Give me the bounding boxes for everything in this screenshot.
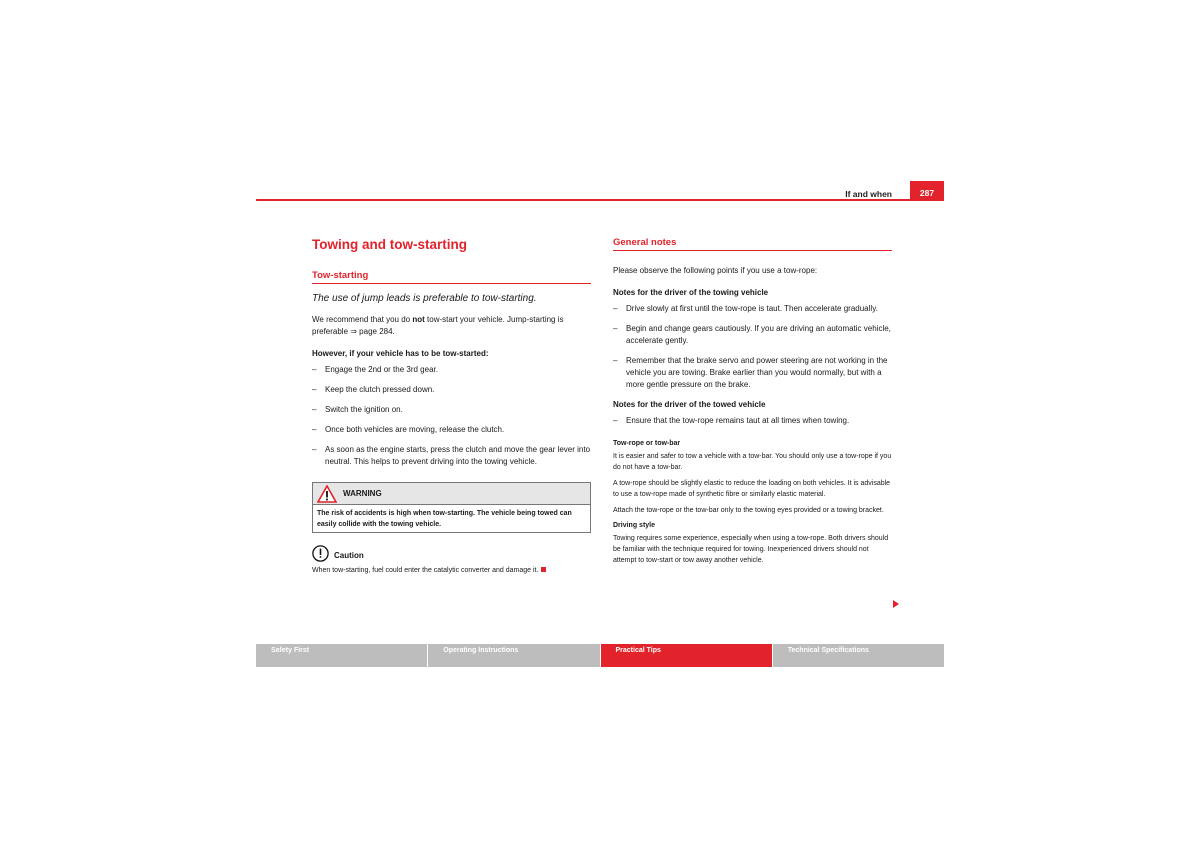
tab-practical-tips[interactable]: Practical Tips <box>601 644 773 667</box>
tow-starting-heading: Tow-starting <box>312 269 591 284</box>
general-notes-intro: Please observe the following points if you use a tow-rope: <box>613 266 818 275</box>
caution-exclamation-icon <box>312 545 329 562</box>
list-item: – Once both vehicles are moving, release the clutch. <box>312 424 591 436</box>
towing-driver-list <box>613 303 892 391</box>
end-of-section-icon <box>541 567 546 572</box>
next-page-arrow-icon <box>893 600 899 608</box>
driving-style-heading: Driving style <box>613 522 656 529</box>
list-item: – Remember that the brake servo and power steering are not working in the vehicle you are towing. Brake earlier than you would normally, but with a more gentle pressure on the brake. <box>613 355 892 391</box>
footer-tabs <box>256 644 944 667</box>
tow-starting-intro: The use of jump leads is preferable to tow-starting. <box>312 293 537 304</box>
section-title: If and when <box>845 189 892 199</box>
recommend-paragraph: We recommend that you do not tow-start your vehicle. Jump-starting is preferable ⇒ page 284. <box>312 315 564 336</box>
warning-header <box>313 483 590 505</box>
warning-text: The risk of accidents is high when tow-starting. The vehicle being towed can easily collide with the towing vehicle. <box>317 510 572 528</box>
chapter-title: Towing and tow-starting <box>312 237 467 252</box>
tab-operating-instructions[interactable]: Operating Instructions <box>428 644 600 667</box>
list-item: – Drive slowly at first until the tow-rope is taut. Then accelerate gradually. <box>613 303 892 315</box>
right-column <box>613 236 892 571</box>
list-item: – Keep the clutch pressed down. <box>312 384 591 396</box>
left-column <box>312 236 591 576</box>
tow-rope-paragraph: Attach the tow-rope or the tow-bar only to the towing eyes provided or a towing bracket. <box>613 507 884 514</box>
caution-text: When tow-starting, fuel could enter the catalytic converter and damage it. <box>312 567 539 574</box>
list-item: – Ensure that the tow-rope remains taut at all times when towing. <box>613 415 892 427</box>
page-number: 287 <box>910 181 944 201</box>
warning-title: WARNING <box>343 488 382 498</box>
towed-driver-heading: Notes for the driver of the towed vehicle <box>613 400 766 409</box>
steps-heading: However, if your vehicle has to be tow-started: <box>312 349 489 358</box>
warning-box <box>312 482 591 533</box>
list-item: – Begin and change gears cautiously. If you are driving an automatic vehicle, accelerate gently. <box>613 323 892 347</box>
driving-style-paragraph: Towing requires some experience, especially when using a tow-rope. Both drivers should be familiar with the technique required for towing. Inexperienced drivers should not attempt to tow-start or tow away another vehicle. <box>613 535 889 564</box>
caution-note <box>312 543 591 576</box>
tow-rope-paragraph: It is easier and safer to tow a vehicle with a tow-bar. You should only use a tow-rope if you do not have a tow-bar. <box>613 453 892 471</box>
list-item: – Switch the ignition on. <box>312 404 591 416</box>
header-rule <box>256 199 944 201</box>
tow-start-steps <box>312 364 591 468</box>
towed-driver-list <box>613 415 892 427</box>
list-item: – As soon as the engine starts, press the clutch and move the gear lever into neutral. This helps to prevent driving into the towing vehicle. <box>312 444 591 468</box>
list-item: – Engage the 2nd or the 3rd gear. <box>312 364 591 376</box>
caution-title: Caution <box>334 551 364 560</box>
towing-driver-heading: Notes for the driver of the towing vehicle <box>613 288 769 297</box>
tab-safety-first[interactable]: Safety First <box>256 644 428 667</box>
general-notes-heading: General notes <box>613 236 892 251</box>
tow-rope-heading: Tow-rope or tow-bar <box>613 440 681 447</box>
tow-rope-paragraph: A tow-rope should be slightly elastic to reduce the loading on both vehicles. It is advisable to use a tow-rope made of synthetic fibre or similarly elastic material. <box>613 480 891 498</box>
warning-triangle-icon <box>317 485 337 503</box>
tab-technical-specifications[interactable]: Technical Specifications <box>773 644 944 667</box>
